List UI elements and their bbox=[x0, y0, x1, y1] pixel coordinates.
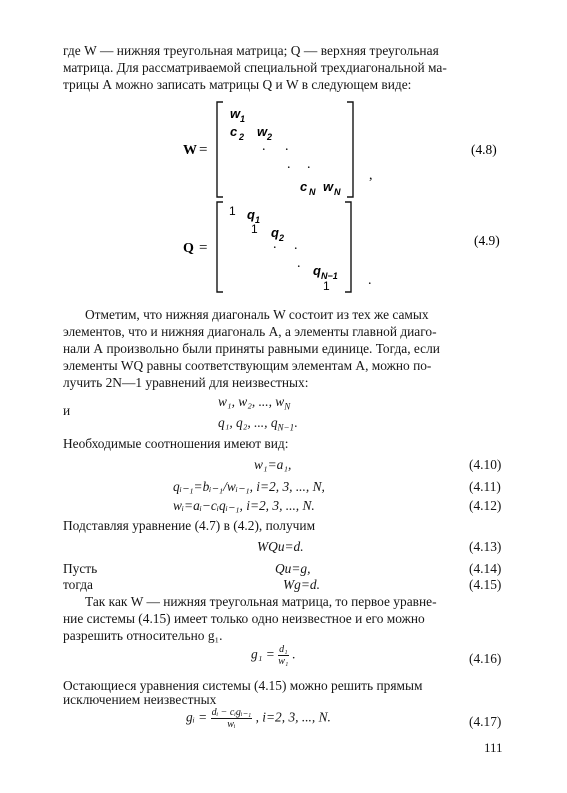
equation-4-13-text: WQu=d. bbox=[257, 539, 304, 554]
substitution-line: Подставляя уравнение (4.7) в (4.2), получим bbox=[63, 518, 316, 533]
matrix-dot: . bbox=[297, 256, 301, 271]
matrix-subscript: N bbox=[334, 187, 341, 197]
unknowns-q-sub: N−1 bbox=[277, 422, 295, 433]
unknowns-q bbox=[218, 414, 297, 437]
trailing-dot: . bbox=[368, 273, 372, 288]
page-number: 111 bbox=[484, 740, 503, 755]
needed-relations: Необходимые соотношения имеют вид: bbox=[63, 436, 289, 451]
matrix-dot: . bbox=[307, 157, 311, 172]
equation-4-15-text: Wg=d. bbox=[283, 577, 320, 592]
para2-line2: элементов, что и нижняя диагональ А, а элементы главной диаго- bbox=[63, 324, 437, 339]
equation-number-4-15: (4.15) bbox=[469, 577, 502, 592]
para1-line1: где W — нижняя треугольная матрица; Q — верхняя треугольная bbox=[63, 43, 439, 58]
matrix-subscript: 2 bbox=[279, 233, 285, 243]
matrix-element: 1 bbox=[229, 204, 236, 218]
fraction-denominator: w₁ bbox=[278, 656, 289, 667]
and-word: и bbox=[63, 403, 71, 418]
equals-sign: = bbox=[199, 142, 208, 158]
equation-4-14-text: Qu=g, bbox=[275, 561, 311, 576]
equation-number-4-17: (4.17) bbox=[469, 714, 502, 729]
para3-line2: ние системы (4.15) имеет только одно неизвестное и его можно bbox=[63, 611, 425, 626]
equation-4-16 bbox=[251, 644, 295, 667]
unknowns-w-sub: N bbox=[284, 401, 291, 412]
matrix-subscript: 2 bbox=[267, 132, 273, 142]
equation-4-12-text: wᵢ=aᵢ−cᵢqᵢ₋₁, i=2, 3, ..., N. bbox=[173, 498, 315, 513]
matrix-element: q bbox=[271, 225, 279, 240]
equation-4-10-text: w₁=a₁, bbox=[254, 457, 292, 472]
then-word: тогда bbox=[63, 577, 93, 592]
fraction-numerator: d₁ bbox=[279, 644, 288, 655]
equation-4-17-tail: , i=2, 3, ..., N. bbox=[255, 709, 331, 725]
matrix-w-label: W bbox=[183, 143, 197, 158]
para2-line4: элементы WQ равны соответствующим элементам А, можно по- bbox=[63, 358, 432, 373]
equation-4-11 bbox=[173, 478, 325, 495]
equation-number-4-8: (4.8) bbox=[471, 142, 497, 157]
para3-line3: разрешить относительно g₁. bbox=[63, 628, 223, 643]
equation-4-12 bbox=[173, 497, 315, 514]
para1-line2: матрица. Для рассматриваемой специальной трехдиагональной ма- bbox=[63, 60, 447, 75]
matrix-element: c bbox=[230, 124, 238, 139]
equation-4-16-tail: . bbox=[291, 646, 296, 662]
equation-number-4-16: (4.16) bbox=[469, 651, 502, 666]
equation-number-4-12: (4.12) bbox=[469, 498, 502, 513]
bracket-right bbox=[345, 202, 351, 292]
unknowns-end: . bbox=[294, 415, 298, 430]
unknowns-w-text: w₁, w₂, ..., w bbox=[218, 394, 285, 409]
equation-4-17-lhs: gᵢ = bbox=[186, 709, 208, 725]
matrix-element: 1 bbox=[323, 279, 330, 293]
equation-4-11-text: qᵢ₋₁=bᵢ₋₁/wᵢ₋₁, i=2, 3, ..., N, bbox=[173, 479, 325, 494]
equation-4-15 bbox=[283, 576, 320, 593]
matrix-subscript: N bbox=[309, 187, 316, 197]
matrix-equations bbox=[0, 0, 567, 300]
matrix-element: w bbox=[230, 106, 241, 121]
trailing-comma: , bbox=[369, 168, 373, 183]
para4-line1: Остающиеся уравнения системы (4.15) можно решить прямым bbox=[63, 678, 423, 693]
fraction-denominator: wᵢ bbox=[227, 719, 236, 730]
equation-4-10 bbox=[254, 456, 291, 473]
unknowns-w bbox=[218, 393, 290, 416]
bracket-left bbox=[217, 102, 223, 197]
equation-number-4-11: (4.11) bbox=[469, 479, 501, 494]
matrix-element: c bbox=[300, 179, 308, 194]
para4-line2: исключением неизвестных bbox=[63, 692, 217, 707]
equation-4-14 bbox=[275, 560, 310, 577]
equation-4-17 bbox=[186, 707, 331, 730]
matrix-element: q bbox=[247, 207, 255, 222]
matrix-subscript: 1 bbox=[255, 215, 261, 225]
unknowns-q-text: q₁, q₂, ..., q bbox=[218, 415, 278, 430]
matrix-element: 1 bbox=[251, 222, 258, 236]
equation-4-16-lhs: g₁ = bbox=[251, 646, 275, 662]
equals-sign: = bbox=[199, 240, 208, 256]
fraction-numerator: dᵢ − cᵢgᵢ₋₁ bbox=[211, 707, 252, 718]
para2-line1: Отметим, что нижняя диагональ W состоит из тех же самых bbox=[85, 307, 429, 322]
equation-number-4-9: (4.9) bbox=[474, 233, 500, 248]
bracket-right bbox=[347, 102, 353, 197]
matrix-dot: . bbox=[273, 237, 277, 252]
matrix-subscript: N−1 bbox=[321, 271, 338, 281]
matrix-subscript: 2 bbox=[239, 132, 245, 142]
equation-number-4-10: (4.10) bbox=[469, 457, 502, 472]
para2-line5: лучить 2N—1 уравнений для неизвестных: bbox=[63, 375, 309, 390]
matrix-element: w bbox=[323, 179, 334, 194]
matrix-q-label: Q bbox=[183, 241, 194, 256]
matrix-subscript: 1 bbox=[240, 114, 246, 124]
equation-4-13 bbox=[257, 538, 304, 555]
let-word: Пусть bbox=[63, 561, 98, 576]
equation-number-4-13: (4.13) bbox=[469, 539, 502, 554]
matrix-dot: . bbox=[287, 157, 291, 172]
matrix-element: q bbox=[313, 263, 321, 278]
para2-line3: нали А произвольно были приняты равными единице. Тогда, если bbox=[63, 341, 440, 356]
bracket-left bbox=[217, 202, 223, 292]
matrix-dot: . bbox=[262, 139, 266, 154]
para1-line3: трицы А можно записать матрицы Q и W в следующем виде: bbox=[63, 77, 412, 92]
equation-number-4-14: (4.14) bbox=[469, 561, 502, 576]
para3-line1: Так как W — нижняя треугольная матрица, то первое уравне- bbox=[85, 594, 437, 609]
matrix-dot: . bbox=[285, 139, 289, 154]
matrix-dot: . bbox=[294, 238, 298, 253]
matrix-element: w bbox=[257, 124, 268, 139]
